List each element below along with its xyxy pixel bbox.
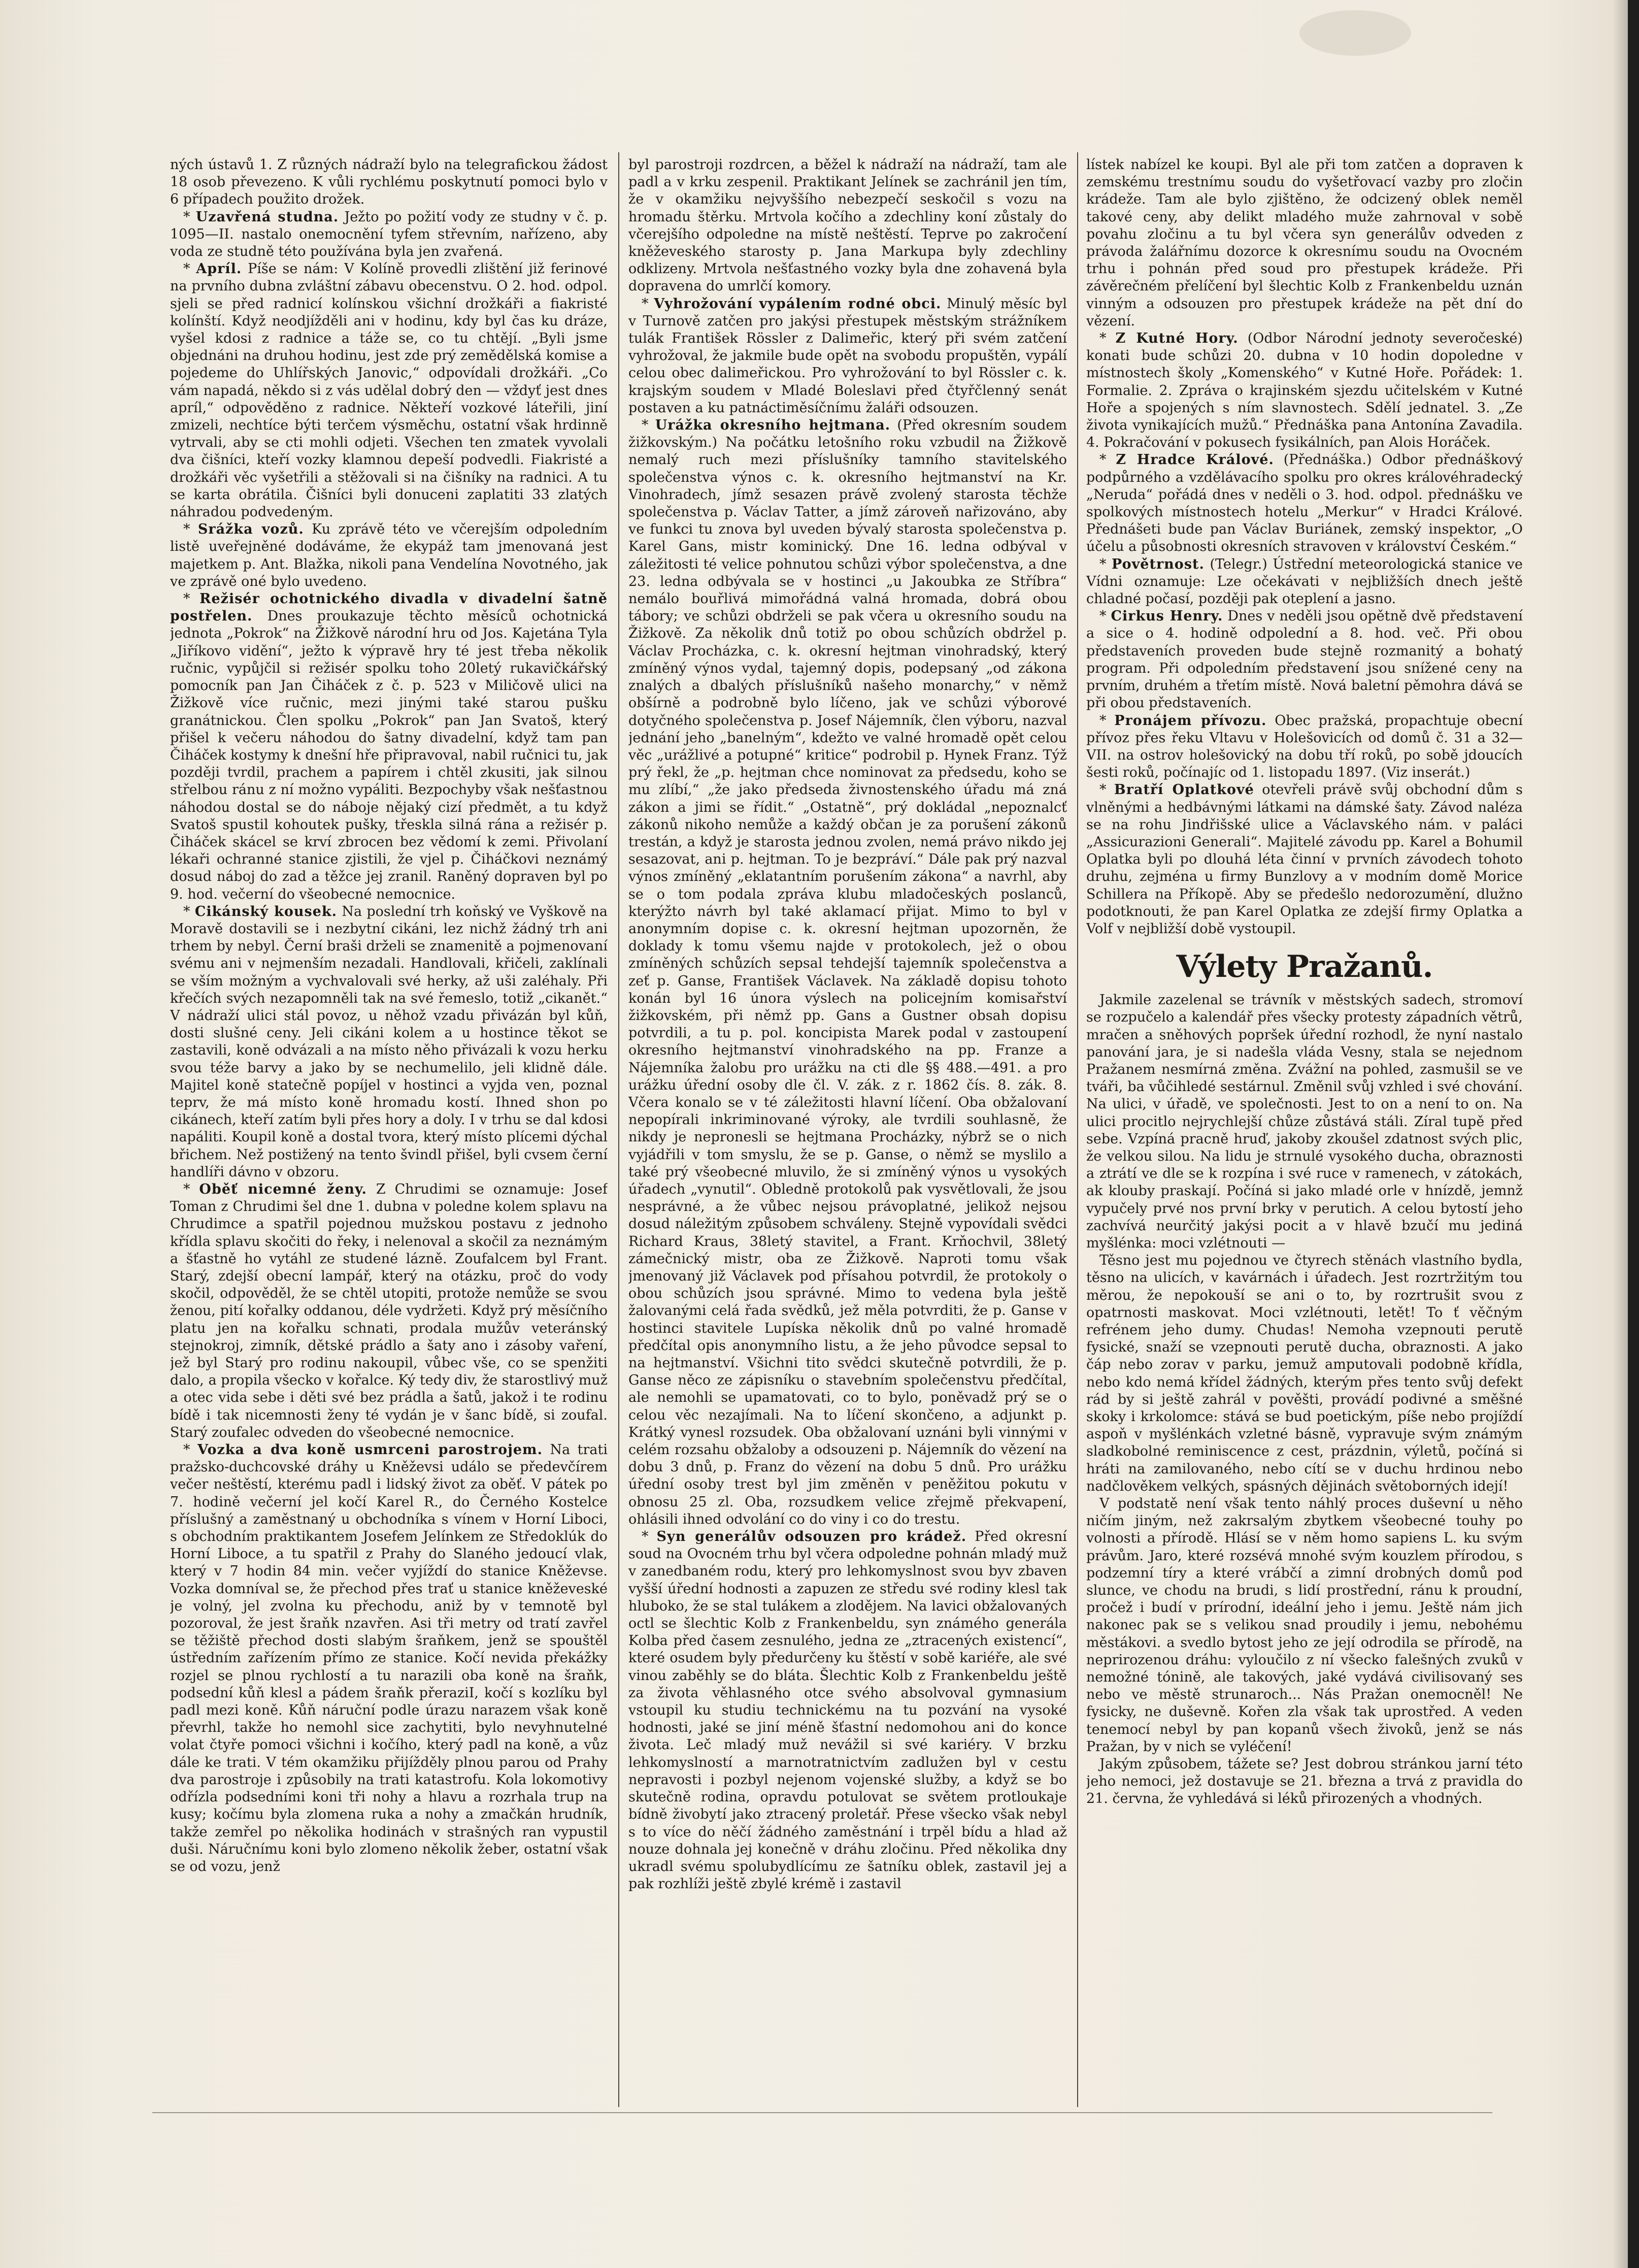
article-paragraph: * Bratří Oplatkové otevřeli právě svůj obchodní dům s vlněnými a hedbávnými látkami na dámské šaty. Závod naléza se na rohu Jindřišské ulice a Václavského nám. v paláci „Assicurazioni Generali“. Majitelé závodu pp. Karel a Bohumil Oplatka byli po dlouhá léta činní v prvních závodech tohoto druhu, zejména u firmy Bunzlovy a v modním domě Morice Schillera na Příkopě. Aby se předešlo nedorozumění, dlužno podotknouti, že pan Karel Oplatka ze zdejší firmy Oplatka a Volf v nejbližší době vystoupil. bbox=[1086, 782, 1523, 937]
article-headline: Povětrnost. bbox=[1112, 556, 1205, 572]
article-text: lístek nabízel ke koupi. Byl ale při tom zatčen a dopraven k zemskému trestnímu soudu do vyšetřovací vazby pro zločin krádeže. Tam ale bylo zjištěno, že odcizený oblek neměl takové ceny, aby delikt mladého muže zahrnoval v sobě povahu zločinu a tu byl včera syn generálův odveden z právoda žalářnímu dozorce k okresnímu soudu na Ovocném trhu i pohnán před soud pro přestupek krádeže. Při závěrečném přelíčení byl šlechtic Kolb z Frankenbeldu uznán vinným a odsouzen pro přestupek krádeže na pět dní do vězení. bbox=[1086, 157, 1523, 329]
article-paragraph: * Cirkus Henry. Dnes v neděli jsou opětně dvě představení a sice o 4. hodině odpolední a 8. hod. več. Při obou představeních proveden bude stejně rozmanitý a bohatý program. Při odpoledním představení jsou snížené ceny na prvním, druhém a třetím místě. Nová baletní pěmohra dává se při obou představeních. bbox=[1086, 608, 1523, 711]
article-headline: Oběť nicemné ženy. bbox=[199, 1181, 367, 1197]
article-headline: Apríl. bbox=[196, 261, 242, 277]
article-headline: Cikánský kousek. bbox=[194, 903, 337, 919]
article-text: (Přednáška.) Odbor přednáškový podpůrného a vzdělávacího spolku pro okres královéhradecký „Neruda“ pořádá dnes v neděli o 3. hod. odpol. přednášku ve spolkových místnostech hotelu „Merkur“ v Hradci Králové. Přednášeti bude pan Václav Buriánek, zemský inspektor, „O účelu a působnosti okresních stravoven v království Českém.“ bbox=[1086, 452, 1523, 555]
article-text: Na poslední trh koňský ve Vyškově na Moravě dostavili se i nezbytní cikáni, lez nichž žádný trh ani trhem by nebyl. Černí braši drželi se znamenitě a pojmenovaní svému ani v nejmenším nezadali. Handlovali, křičeli, zaklínali se vším možným a vychvalovali své herky, až uši zaléhaly. Při křečích svých nezapomněli tak na své řemeslo, totiž „cikanět.“ V nádraží ulici stál povoz, u něhož vzadu přivázán byl kůň, dosti slušné ceny. Jeli cikáni kolem a u hostince těkot se zastavili, koně odvázali a na místo něho přivázali k vozu herku svou téže barvy a jako by se nechumelilo, jeli klidně dále. Majitel koně statečně popíjel v hostinci a vyjda ven, poznal teprv, že má místo koně hromadu kostí. Ihned shon po cikánech, kteří zatím byli přes hory a doly. I v trhu se dal kdosi napáliti. Koupil koně a dostal tvora, který místo plícemi dýchal břichem. Než postižený na tento švindl přišel, byli cvsem černí handlíři dávno v obzoru. bbox=[170, 903, 608, 1180]
article-text: Jakým způsobem, tážete se? Jest dobrou stránkou jarní této jeho nemoci, jež dostavuje se 21. března a trvá z pravidla do 21. června, že vyhledává si léků přirozených a vhodných. bbox=[1086, 1756, 1523, 1807]
article-text: Obec pražská, propachtuje obecní přívoz přes řeku Vltavu v Holešovicích od domů č. 31 a 32—VII. na ostrov holešovický na dobu tří roků, po sobě jdoucích šesti roků, počínajíc od 1. listopadu 1897. (Viz inserát.) bbox=[1086, 712, 1523, 781]
article-paragraph: * Urážka okresního hejtmana. (Před okresním soudem žižkovským.) Na počátku letošního roku vzbudil na Žižkově nemalý ruch mezi příslušníky tamního stavitelského společenstva výnos c. k. okresního hejtmanství na Kr. Vinohradech, jímž sesazen právě zvolený starosta těchže společenstva p. Václav Tatter, a jímž zároveň nařizováno, aby ve funkci tu znova byl uveden bývalý starosta společenstva p. Karel Gans, mistr kominický. Dne 16. ledna odbýval v záležitosti té velice pohnutou schůzi výbor společenstva, a dne 23. ledna odbývala se v hostinci „u Jakoubka ze Stříbra“ nemálo bouřlivá mimořádná valná hromada, dobrá obou tábory; ve schůzi obdrželi se pak včera u okresního soudu na Žižkově. Za několik dnů totiž po obou schůzích obdržel p. Václav Procházka, c. k. okresní hejtman vinohradský, který zmíněný výnos vydal, tajemný dopis, podepsaný „od zákona znalých a dbalých příslušníků našeho monarchy,“ v němž obšírně a podrobně bylo líčeno, jak ve schůzi výborové dotyčného společenstva p. Josef Nájemník, člen výboru, nazval jednání jeho „banelným“, kdežto ve valné hromadě opět celou věc „urážlivé a potupné“ kritice“ podrobil p. Hynek Franz. Týž prý řekl, že „p. hejtman chce nominovat za předsedu, koho se mu zlíbí,“ „že jako předseda živnostenského úřadu má zná zákon a jimi se řídit.“ „Ostatně“, prý dokládal „nepoznalcť zákonů nikoho nemůže a každý občan je za porušení zákonů trestán, a když je starosta jednou zvolen, nemá právo nikdo jej sesazovat, ani p. hejtman. To je bezpráví.“ Dále pak prý nazval výnos zmíněný „eklatantním porušením zákona“ a navrhl, aby se o tom podala zpráva klubu mladočeských poslanců, kterýžto návrh byl také aklamací přijat. Mimo to byl v anonymním dopise c. k. okresní hejtman upozorněn, že doklady k tomu všemu najde v protokolech, jež o obou zmíněných schůzích sepsal tehdejší tajemník společenstva a zeť p. Ganse, František Václavek. Na základě dopisu tohoto konán byl 16 února výslech na policejním komisařství žižkovském, při němž pp. Gans a Gustner obsah dopisu potvrdili, a tu p. pol. koncipista Marek podal v zastoupení okresního hejtmanství vinohradského na pp. Franze a Nájemníka žalobu pro urážku na cti dle §§ 488.—491. a pro urážku úřední osoby dle čl. V. zák. z r. 1862 čís. 8. zák. 8. Včera konalo se v té záležitosti hlavní líčení. Oba obžalovaní nepopírali inkriminované výroky, ale tvrdili souhlasně, že nikdy je nepronesli se hejtmana Procházky, nýbrž se o nich vyjádřili v tom smyslu, že se p. Ganse, o němž se myslilo a také prý všeobecné mluvilo, že si zmíněný výnos u vysokých úřadech „vynutil“. Obledně protokolů pak vysvětlovali, že jsou nesprávné, a že vůbec nejsou právoplatné, jelikož nejsou dosud náležitým způsobem schváleny. Stejně vypovídali svědci Richard Kraus, 38letý stavitel, a Frant. Krňochvil, 38letý zámečnický mistr, oba ze Žižkově. Naproti tomu však jmenovaný již Václavek pod přísahou potvrdil, že protokoly o obou schůzích jsou správné. Mimo to vedena byla ještě žalovanými celá řada svědků, jež měla potvrditi, že p. Ganse v hostinci stavitele Lupíska několik dnů po valné hromadě předčítal opis anonymního listu, a že jeho původce sepsal to na hejtmanství. Všichni tito svědci skutečně potvrdili, že p. Ganse něco ze zápisníku o stavebním společenstvu předčítal, ale nemohli se upamatovati, co to bylo, poněvadž prý se o celou věc nezajímali. Na to líčení skončeno, a adjunkt p. Krátký vynesl rozsudek. Oba obžalovaní uznáni byli vinnými v celém rozsahu obžaloby a odsouzeni p. Nájemník do vězení na dobu 3 dnů, p. Franz do vězení na dobu 5 dnů. Pro urážku úřední osoby trest byl jim změněn v peněžitou pokutu v obnosu 25 zl. Oba, rozsudkem velice zřejmě překvapení, ohlásili ihned odvolání co do viny i co do trestu. bbox=[628, 417, 1067, 1527]
article-paragraph: * Z Kutné Hory. (Odbor Národní jednoty severočeské) konati bude schůzi 20. dubna v 10 hodin dopoledne v místnostech školy „Komenského“ v Kutné Hoře. Pořádek: 1. Formalie. 2. Zpráva o krajinském sjezdu učitelském v Kutné Hoře a spojených s ním slavnostech. Sdělí jednatel. 3. „Ze života vynikajících mužů.“ Přednáška pana Antonína Zavadila. 4. Pokračování v pokusech fysikálních, pan Alois Horáček. bbox=[1086, 331, 1523, 451]
article-text: byl parostroji rozdrcen, a běžel k nádraží na nádraží, tam ale padl a v krku zespenil. Praktikant Jelínek se zachránil jen tím, že v okamžiku nejvyššího nebezpečí seskočil s vozu na hromadu štěrku. Mrtvola kočího a zdechliny koní zůstaly do včerejšího odpoledne na místě neštěstí. Teprve po zakročení kněževeského starosty p. Jana Markupa byly zdechliny odklizeny. Mrtvola nešťastného vozky byla dne zohavená byla dopravena do umrlčí komory. bbox=[628, 157, 1067, 294]
article-text: (Odbor Národní jednoty severočeské) konati bude schůzi 20. dubna v 10 hodin dopoledne v místnostech školy „Komenského“ v Kutné Hoře. Pořádek: 1. Formalie. 2. Zpráva o krajinském sjezdu učitelském v Kutné Hoře a spojených s ním slavnostech. Sdělí jednatel. 3. „Ze života vynikajících mužů.“ Přednáška pana Antonína Zavadila. 4. Pokračování v pokusech fysikálních, pan Alois Horáček. bbox=[1086, 331, 1523, 451]
article-text: Jakmile zazelenal se trávník v městských sadech, stromoví se rozpučelo a kalendář přes všecky protesty západních větrů, mračen a sněhových popršek úřední rozhodl, že nyní nastalo panování jara, je si nadešla vláda Vesny, stala se nejednom Pražanem nesmírná změna. Zvážní na pohled, zasmušil se ve tváři, ba vůčihledé sestárnul. Změnil svůj vzhled i své chování. Na ulici, v úřadě, ve společnosti. Jest to on a není to on. Na ulici procitlo nejrychlejší chůze zůstává stáli. Zíral tupě před sebe. Vzpíná pracně hruď, jakoby zkoušel zdatnost svých plic, že velkou silou. Na lidu je strnulé vysokého ducha, obraznosti a ztrátí ve dle se k rozpína i své ruce v ramenech, v zátokách, ak klouby praskají. Počíná si jako mladé orle v hnízdě, jemnž vypučely prvé nos první brky v perutich. A celou bytostí jeho zachvívá neurčitý jakýsi pocit a v hlavě bzučí mu jediná myšlénka: moci vzlétnouti — bbox=[1086, 992, 1523, 1251]
article-paragraph: * Z Hradce Králové. (Přednáška.) Odbor přednáškový podpůrného a vzdělávacího spolku pro okres královéhradecký „Neruda“ pořádá dnes v neděli o 3. hod. odpol. přednášku ve spolkových místnostech hotelu „Merkur“ v Hradci Králové. Přednášeti bude pan Václav Buriánek, zemský inspektor, „O účelu a působnosti okresních stravoven v království Českém.“ bbox=[1086, 452, 1523, 555]
article-paragraph bbox=[170, 156, 608, 209]
column-2 bbox=[628, 156, 1067, 2106]
article-text: (Telegr.) Ústřední meteorologická stanice ve Vídni oznamuje: Lze očekávati v nejbližších dnech ještě chladné počasí, později pak oteplení a jasno. bbox=[1086, 556, 1523, 607]
article-text: Z Chrudimi se oznamuje: Josef Toman z Chrudimi šel dne 1. dubna v poledne kolem splavu na Chrudimce a spatřil pojednou mužskou postavu z jednoho křídla splavu skočiti do řeky, i nelenoval a skočil za neznámým a šťastně ho vytáhl ze studené lázně. Zoufalcem byl Frant. Starý, zdejší obecní lampář, který na otázku, proč do vody skočil, odpověděl, že se chtěl utopiti, protože nemůže se svou ženou, pití kořalky oddanou, déle vydržeti. Když prý měsíčního platu jen na kořalku schnati, prodala mužův veteránský stejnokroj, zimník, dětské prádlo a šaty ano i zásoby vaření, jež byl Starý pro rodinu nakoupil, vůbec vše, co se spenžiti dalo, a propila všecko v kořalce. Ký tedy div, že starostlivý muž a otec vida sebe i děti své bez prádla a šatů, jakož i te rodinu bídě i tak nicemnosti ženy té vydán je v šanc bídě, si zoufal. Starý zoufalec odveden do všeobecné nemocnice. bbox=[170, 1181, 608, 1440]
article-paragraph: * Cikánský kousek. Na poslední trh koňský ve Vyškově na Moravě dostavili se i nezbytní cikáni, lez nichž žádný trh ani trhem by nebyl. Černí braši drželi se znamenitě a pojmenovaní svému ani v nejmenším nezadali. Handlovali, křičeli, zaklínali se vším možným a vychvalovali své herky, až uši zaléhaly. Při křečích svých nezapomněli tak na své řemeslo, totiž „cikanět.“ V nádraží ulici stál povoz, u něhož vzadu přivázán byl kůň, dosti slušné ceny. Jeli cikáni kolem a u hostince těkot se zastavili, koně odvázali a na místo něho přivázali k vozu herku svou téže barvy a jako by se nechumelilo, jeli klidně dále. Majitel koně statečně popíjel v hostinci a vyjda ven, poznal teprv, že má místo koně hromadu kostí. Ihned shon po cikánech, kteří zatím byli přes hory a doly. I v trhu se dal kdosi napáliti. Koupil koně a dostal tvora, který místo plícemi dýchal břichem. Než postižený na tento švindl přišel, byli cvsem černí handlíři dávno v obzoru. bbox=[170, 903, 608, 1180]
article-paragraph: * Vozka a dva koně usmrceni parostrojem. Na trati pražsko-duchcovské dráhy u Kněževsi událo se předevčírem večer neštěstí, kterému padl i lidský život za oběť. V pátek po 7. hodině večerní jel kočí Karel R., do Černého Kostelce příslušný a zaměstnaný u obchodníka s vínem v Horní Liboci, s obchodním praktikantem Josefem Jelínkem ze Středoklúk do Horní Liboce, a tu spatřil z Prahy do Slaného jedoucí vlak, který v 7 hodin 84 min. večer vyjíždí do stanice Kněževse. Vozka domníval se, že přechod přes trať u stanice kněževeské je volný, jel zvolna ku přechodu, aniž by v temnotě byl pozoroval, že jest šraňk nzavřen. Asi tři metry od tratí zavřel se těžiště přechod dosti slabým šraňkem, jenž se spouštěl ústředním zařízením přímo ze stanice. Kočí nevida překážky rozjel se plnou rychlostí a tu narazili oba koně na šraňk, podsední kůň klesl a pádem šraňk přeraziI, kočí s kozlíku byl padl mezi koně. Kůň náruční podle úrazu narazem však koně převrhl, takže ho nemohl sice zachytiti, bylo nevyhnutelné volat čtyře pomoci všichni i kočího, který padl na koně, a vůz dále ke trati. V tém okamžiku přijížděly plnou parou od Prahy dva parostroje i způsobily na trati katastrofu. Kola lokomotivy odřízla podsedními koni tři nohy a hlavu a rozrhala trup na kusy; kočímu byla zlomena ruka a nohy a zmačkán hrudník, takže zemřel po několika hodinách v strašných ran vypustil duši. Náručnímu koni bylo zlomeno několik žeber, ostatní však se od vozu, jenž bbox=[170, 1442, 608, 1875]
column-1 bbox=[170, 156, 608, 2106]
column-3 bbox=[1086, 156, 1523, 2106]
article-text: (Před okresním soudem žižkovským.) Na počátku letošního roku vzbudil na Žižkově nemalý ruch mezi příslušníky tamního stavitelského společenstva výnos c. k. okresního hejtmanství na Kr. Vinohradech, jímž sesazen právě zvolený starosta těchže společenstva p. Václav Tatter, a jímž zároveň nařizováno, aby ve funkci tu znova byl uveden bývalý starosta společenstva p. Karel Gans, mistr kominický. Dne 16. ledna odbýval v záležitosti té velice pohnutou schůzi výbor společenstva, a dne 23. ledna odbývala se v hostinci „u Jakoubka ze Stříbra“ nemálo bouřlivá mimořádná valná hromada, dobrá obou tábory; ve schůzi obdrželi se pak včera u okresního soudu na Žižkově. Za několik dnů totiž po obou schůzích obdržel p. Václav Procházka, c. k. okresní hejtman vinohradský, který zmíněný výnos vydal, tajemný dopis, podepsaný „od zákona znalých a dbalých příslušníků našeho monarchy,“ v němž obšírně a podrobně bylo líčeno, jak ve schůzi výborové dotyčného společenstva p. Josef Nájemník, člen výboru, nazval jednání jeho „banelným“, kdežto ve valné hromadě opět celou věc „urážlivé a potupné“ kritice“ podrobil p. Hynek Franz. Týž prý řekl, že „p. hejtman chce nominovat za předsedu, koho se mu zlíbí,“ „že jako předseda živnostenského úřadu má zná zákon a jimi se řídit.“ „Ostatně“, prý dokládal „nepoznalcť zákonů nikoho nemůže a každý občan je za porušení zákonů trestán, a když je starosta jednou zvolen, nemá právo nikdo jej sesazovat, ani p. hejtman. To je bezpráví.“ Dále pak prý nazval výnos zmíněný „eklatantním porušením zákona“ a navrhl, aby se o tom podala zpráva klubu mladočeských poslanců, kterýžto návrh byl také aklamací přijat. Mimo to byl v anonymním dopise c. k. okresní hejtman upozorněn, že doklady k tomu všemu najde v protokolech, jež o obou zmíněných schůzích sepsal tehdejší tajemník společenstva a zeť p. Ganse, František Václavek. Na základě dopisu tohoto konán byl 16 února výslech na policejním komisařství žižkovském, při němž pp. Gans a Gustner obsah dopisu potvrdili, a tu p. pol. koncipista Marek podal v zastoupení okresního hejtmanství vinohradského na pp. Franze a Nájemníka žalobu pro urážku na cti dle §§ 488.—491. a pro urážku úřední osoby dle čl. V. zák. z r. 1862 čís. 8. zák. 8. Včera konalo se v té záležitosti hlavní líčení. Oba obžalovaní nepopírali inkriminované výroky, ale tvrdili souhlasně, že nikdy je nepronesli se hejtmana Procházky, nýbrž se o nich vyjádřili v tom smyslu, že se p. Ganse, o němž se myslilo a také prý všeobecné mluvilo, že si zmíněný výnos u vysokých úřadech „vynutil“. Obledně protokolů pak vysvětlovali, že jsou nesprávné, a že vůbec nejsou právoplatné, jelikož nejsou dosud náležitým způsobem schváleny. Stejně vypovídali svědci Richard Kraus, 38letý stavitel, a Frant. Krňochvil, 38letý zámečnický mistr, oba ze Žižkově. Naproti tomu však jmenovaný již Václavek pod přísahou potvrdil, že protokoly o obou schůzích jsou správné. Mimo to vedena byla ještě žalovanými celá řada svědků, jež měla potvrditi, že p. Ganse v hostinci stavitele Lupíska několik dnů po valné hromadě předčítal opis anonymního listu, a že jeho původce sepsal to na hejtmanství. Všichni tito svědci skutečně potvrdili, že p. Ganse něco ze zápisníku o stavebním společenstvu předčítal, ale nemohli se upamatovati, co to bylo, poněvadž prý se o celou věc nezajímali. Na to líčení skončeno, a adjunkt p. Krátký vynesl rozsudek. Oba obžalovaní uznáni byli vinnými v celém rozsahu obžaloby a odsouzeni p. Nájemník do vězení na dobu 3 dnů, p. Franz do vězení na dobu 5 dnů. Pro urážku úřední osoby trest byl jim změněn v peněžitou pokutu v obnosu 25 zl. Oba, rozsudkem velice zřejmě překvapení, ohlásili ihned odvolání co do viny i co do trestu. bbox=[628, 417, 1067, 1527]
article-text: ných ústavů 1. Z různých nádraží bylo na telegrafickou žádost 18 osob převezeno. K vůli rychlému poskytnutí pomoci bylo v 6 případech použito drožek. bbox=[170, 157, 608, 208]
article-paragraph: * Syn generálův odsouzen pro krádež. Před okresní soud na Ovocném trhu byl včera odpoledne pohnán mladý muž v zanedbaném rodu, který pro lehkomyslnost svou byv zbaven vyšší úřední hodnosti a zapuzen ze středu své rodiny klesl tak hluboko, že se stal tulákem a zlodějem. Na lavici obžalovaných octl se šlechtic Kolb z Frankenbeldu, syn známého generála Kolba před časem zesnulého, jedna ze „ztracených existencí“, které osudem byly předurčeny ku štěstí v sobě kariéře, ale své vinou zaběhly se do bláta. Šlechtic Kolb z Frankenbeldu ještě za života věhlasného otce svého absolvoval gymnasium vstoupil ku studiu technickému na tu pozvání na vysoké hodnosti, jaké se jiní méně šťastní nedomohou ani do konce života. Leč mladý muž nevážil si své kariéry. V brzku lehkomyslností a marnotratnictvím zadlužen byl v cestu nepravosti i pozbyl nejenom vojenské služby, a když se bo skutečně rodina, opravdu potulovat se světem protloukaje bídně živobytí jako ztracený proletář. Přese všecko však nebyl s to více do něčí žádného zaměstnání i trpěl bídu a hlad až nouze dohnala jej konečně v dráhu zločinu. Před několika dny ukradl svému spolubydlícímu ze šatníku oblek, zastavil jej a pak rozhlíži ještě zbylé krémě i zastavil bbox=[628, 1529, 1067, 1892]
article-text: Těsno jest mu pojednou ve čtyrech stěnách vlastního bydla, těsno na ulicích, v kavárnách i úřadech. Jest rozrtržitým tou měrou, že nepokouší se ani o to, by rozrtrušit svou z opatrnosti maskovat. Moci vzlétnouti, letět! To ť věčným refrénem jeho dumy. Chudas! Nemoha vzepnouti perutě fysické, snaží se vzepnouti perutě ducha, obraznosti. A jako čáp nebo zorav v parku, jemuž amputovali podobně křídla, nebo kdo nemá křídel žádných, kterým přes tento svůj defekt rád by si ještě zahrál v pověšti, provádí podivné a směšné skoky i krkolomce: stává se bud poetickým, píše nebo projíždí aspoň v myšlénkách vzletné básně, vypravuje svým známým sladkobolné reminiscence z cest, prázdnin, výletů, počíná si hráti na zamilovaného, nebo cítí se v duchu hrdinou nebo nadčlověkem velkých, spásných dějinách světoborných idejí! bbox=[1086, 1253, 1523, 1494]
article-headline: Z Kutné Hory. bbox=[1115, 331, 1239, 347]
column-rule-2 bbox=[1077, 152, 1078, 2107]
article-paragraph: * Režisér ochotnického divadla v divadelní šatně postřelen. Dnes proukazuje těchto měsíců ochotnická jednota „Pokrok“ na Žižkově národní hru od Jos. Kajetána Tyla „Jiříkovo vidění“, ježto k výpravě hry té jest třeba několik ručnic, vypůjčil si režisér spolku toho 20letý rukavičkářský pomocník pan Jan Čiháček z č. p. 523 v Miličově ulici na Žižkově více ručnic, mezi jinými také starou pušku granátnickou. Člen spolku „Pokrok“ pan Jan Svatoš, který přišel k večeru náhodou do šatny divadelní, když tam pan Čiháček kostymy k dnešní hře připravoval, nabil ručnici tu, jak později tvrdil, prachem a papírem i chtěl zkusiti, jak silnou střelbou ránu z ní možno vypáliti. Bezpochyby však nešťastnou náhodou dostal se do náboje nějaký cizí předmět, a tu když Svatoš spustil kohoutek pušky, třeskla silná rána a režisér p. Čiháček skácel se krví zbrocen bez vědomí k zemi. Přivolaní lékaři ochranné stanice zjistili, že vjel p. Čiháčkovi neznámý dosud náboj do zad a těžce jej zranil. Raněný dopraven byl po 9. hod. večerní do všeobecné nemocnice. bbox=[170, 591, 608, 902]
article-paragraph bbox=[1086, 1756, 1523, 1808]
article-paragraph: * Povětrnost. (Telegr.) Ústřední meteorologická stanice ve Vídni oznamuje: Lze očekávati v nejbližších dnech ještě chladné počasí, později pak oteplení a jasno. bbox=[1086, 556, 1523, 607]
article-paragraph bbox=[1086, 156, 1523, 330]
article-headline: Bratří Oplatkové bbox=[1114, 782, 1254, 798]
article-text: Dnes proukazuje těchto měsíců ochotnická jednota „Pokrok“ na Žižkově národní hru od Jos. Kajetána Tyla „Jiříkovo vidění“, ježto k výpravě hry té jest třeba několik ručnic, vypůjčil si režisér spolku toho 20letý rukavičkářský pomocník pan Jan Čiháček z č. p. 523 v Miličově ulici na Žižkově více ručnic, mezi jinými také starou pušku granátnickou. Člen spolku „Pokrok“ pan Jan Svatoš, který přišel k večeru náhodou do šatny divadelní, když tam pan Čiháček kostymy k dnešní hře připravoval, nabil ručnici tu, jak později tvrdil, prachem a papírem i chtěl zkusiti, jak silnou střelbou ránu z ní možno vypáliti. Bezpochyby však nešťastnou náhodou dostal se do náboje nějaký cizí předmět, a tu když Svatoš spustil kohoutek pušky, třeskla silná rána a režisér p. Čiháček skácel se krví zbrocen bez vědomí k zemi. Přivolaní lékaři ochranné stanice zjistili, že vjel p. Čiháčkovi neznámý dosud náboj do zad a těžce jej zranil. Raněný dopraven byl po 9. hod. večerní do všeobecné nemocnice. bbox=[170, 608, 608, 902]
section-heading: Výlety Pražanů. bbox=[1176, 949, 1433, 985]
article-text: Minulý měsíc byl v Turnově zatčen pro jakýsi přestupek městským strážníkem tulák František Rössler z Dalimeřic, který při svém zatčení vyhrožoval, že jakmile bude opět na svobodu propuštěn, vypálí celou obec dalimeřickou. Pro vyhrožování to byl Rössler c. k. krajským soudem v Mladé Boleslavi před čtyřčlenný senát postaven a ku patnáctiměsíčnímu žaláři odsouzen. bbox=[628, 295, 1067, 416]
article-headline: Režisér ochotnického divadla v divadelní šatně postřelen. bbox=[170, 591, 608, 624]
article-paragraph: * Uzavřená studna. Ježto po požití vody ze studny v č. p. 1095—II. nastalo onemocnění tyfem střevním, nařízeno, aby voda ze studně této používána byla jen zvařená. bbox=[170, 209, 608, 260]
article-headline: Vozka a dva koně usmrceni parostrojem. bbox=[197, 1442, 543, 1458]
article-paragraph bbox=[1086, 992, 1523, 1252]
article-headline: Syn generálův odsouzen pro krádež. bbox=[656, 1529, 967, 1545]
article-headline: Cirkus Henry. bbox=[1111, 608, 1223, 624]
paper-stain bbox=[1299, 10, 1411, 56]
article-text: Před okresní soud na Ovocném trhu byl včera odpoledne pohnán mladý muž v zanedbaném rodu, který pro lehkomyslnost svou byv zbaven vyšší úřední hodnosti a zapuzen ze středu své rodiny klesl tak hluboko, že se stal tulákem a zlodějem. Na lavici obžalovaných octl se šlechtic Kolb z Frankenbeldu, syn známého generála Kolba před časem zesnulého, jedna ze „ztracených existencí“, které osudem byly předurčeny ku štěstí v sobě kariéře, ale své vinou zaběhly se do bláta. Šlechtic Kolb z Frankenbeldu ještě za života věhlasného otce svého absolvoval gymnasium vstoupil ku studiu technickému na tu pozvání na vysoké hodnosti, jaké se jiní méně šťastní nedomohou ani do konce života. Leč mladý muž nevážil si své kariéry. V brzku lehkomyslností a marnotratnictvím zadlužen byl v cestu nepravosti i pozbyl nejenom vojenské služby, a když se bo skutečně rodina, opravdu potulovat se světem protloukaje bídně živobytí jako ztracený proletář. Přese všecko však nebyl s to více do něčí žádného zaměstnání i trpěl bídu a hlad až nouze dohnala jej konečně v dráhu zločinu. Před několika dny ukradl svému spolubydlícímu ze šatníku oblek, zastavil jej a pak rozhlíži ještě zbylé krémě i zastavil bbox=[628, 1529, 1067, 1892]
page-edge-shadow bbox=[1613, 0, 1628, 2268]
article-headline: Vyhrožování vypálením rodné obci. bbox=[654, 295, 942, 312]
article-text: Ku zprávě této ve včerejším odpoledním listě uveřejněné dodáváme, že ekypáž tam jmenovaná jest majetkem p. Ant. Blažka, nikoli pana Vendelína Novotného, jak ve zprávě oné bylo uvedeno. bbox=[170, 521, 608, 589]
article-headline: Srážka vozů. bbox=[197, 521, 304, 538]
article-paragraph: * Oběť nicemné ženy. Z Chrudimi se oznamuje: Josef Toman z Chrudimi šel dne 1. dubna v poledne kolem splavu na Chrudimce a spatřil pojednou mužskou postavu z jednoho křídla splavu skočiti do řeky, i nelenoval a skočil za neznámým a šťastně ho vytáhl ze studené lázně. Zoufalcem byl Frant. Starý, zdejší obecní lampář, který na otázku, proč do vody skočil, odpověděl, že se chtěl utopiti, protože nemůže se svou ženou, pití kořalky oddanou, déle vydržeti. Když prý měsíčního platu jen na kořalku schnati, prodala mužův veteránský stejnokroj, zimník, dětské prádlo a šaty ano i zásoby vaření, jež byl Starý pro rodinu nakoupil, vůbec vše, co se spenžiti dalo, a propila všecko v kořalce. Ký tedy div, že starostlivý muž a otec vida sebe i děti své bez prádla a šatů, jakož i te rodinu bídě i tak nicemnosti ženy té vydán je v šanc bídě, si zoufal. Starý zoufalec odveden do všeobecné nemocnice. bbox=[170, 1181, 608, 1440]
article-headline: Z Hradce Králové. bbox=[1116, 452, 1274, 468]
article-headline: Urážka okresního hejtmana. bbox=[655, 417, 891, 434]
article-text: Dnes v neděli jsou opětně dvě představení a sice o 4. hodině odpolední a 8. hod. več. Při obou představeních proveden bude stejně rozmanitý a bohatý program. Při odpoledním představení jsou snížené ceny na prvním, druhém a třetím místě. Nová baletní pěmohra dává se při obou představeních. bbox=[1086, 608, 1523, 711]
page-edge bbox=[1628, 0, 1639, 2268]
article-headline: Pronájem přívozu. bbox=[1114, 712, 1267, 729]
article-text: Píše se nám: V Kolíně provedli zlištění již ferinové na prvního dubna zvláštní zábavu obecenstvu. O 2. hod. odpol. sjeli se před radnicí kolínskou všichní drožkáři a fiakristé kolínští. Když neodjížděli ani v hodinu, kdy byl čas ku dráze, vyšel kdosi z radnice a táže se, co tu chtějí. „Byli jsme objednáni na druhou hodinu, jest zde prý zemědělská komise a pojedeme do Uhlířských Janovic,“ odpovídali drožkáři. „Co vám napadá, někdo si z vás udělal dobrý den — vždyť jest dnes apríl,“ odpověděno z radnice. Někteří vozkové láteřili, jiní zmizeli, nechtíce býti terčem výsměchu, ostatní však hrdinně vytrvali, aby se cti mohli odjeti. Všechen ten zmatek vyvolali dva čišníci, kteří vozky klamnou depeší podvedli. Fiakristé a drožkáři věc vyšetřili a stěžovali si na čišníky na radnici. A tu se karta obrátila. Čišníci byli donuceni zaplatiti 33 zlatých náhradou podvedeným. bbox=[170, 261, 608, 520]
article-text: Ježto po požití vody ze studny v č. p. 1095—II. nastalo onemocnění tyfem střevním, nařízeno, aby voda ze studně této používána byla jen zvařená. bbox=[170, 209, 608, 260]
bottom-rule bbox=[152, 2112, 1492, 2113]
article-headline: Uzavřená studna. bbox=[195, 209, 339, 225]
article-paragraph: * Pronájem přívozu. Obec pražská, propachtuje obecní přívoz přes řeku Vltavu v Holešovicích od domů č. 31 a 32—VII. na ostrov holešovický na dobu tří roků, po sobě jdoucích šesti roků, počínajíc od 1. listopadu 1897. (Viz inserát.) bbox=[1086, 712, 1523, 781]
article-paragraph: * Apríl. Píše se nám: V Kolíně provedli zlištění již ferinové na prvního dubna zvláštní zábavu obecenstvu. O 2. hod. odpol. sjeli se před radnicí kolínskou všichní drožkáři a fiakristé kolínští. Když neodjížděli ani v hodinu, kdy byl čas ku dráze, vyšel kdosi z radnice a táže se, co tu chtějí. „Byli jsme objednáni na druhou hodinu, jest zde prý zemědělská komise a pojedeme do Uhlířských Janovic,“ odpovídali drožkáři. „Co vám napadá, někdo si z vás udělal dobrý den — vždyť jest dnes apríl,“ odpověděno z radnice. Někteří vozkové láteřili, jiní zmizeli, nechtíce býti terčem výsměchu, ostatní však hrdinně vytrvali, aby se cti mohli odjeti. Všechen ten zmatek vyvolali dva čišníci, kteří vozky klamnou depeší podvedli. Fiakristé a drožkáři věc vyšetřili a stěžovali si na čišníky na radnici. A tu se karta obrátila. Čišníci byli donuceni zaplatiti 33 zlatých náhradou podvedeným. bbox=[170, 261, 608, 520]
article-paragraph bbox=[1086, 1252, 1523, 1495]
article-paragraph: * Vyhrožování vypálením rodné obci. Minulý měsíc byl v Turnově zatčen pro jakýsi přestupek městským strážníkem tulák František Rössler z Dalimeřic, který při svém zatčení vyhrožoval, že jakmile bude opět na svobodu propuštěn, vypálí celou obec dalimeřickou. Pro vyhrožování to byl Rössler c. k. krajským soudem v Mladé Boleslavi před čtyřčlenný senát postaven a ku patnáctiměsíčnímu žaláři odsouzen. bbox=[628, 295, 1067, 416]
article-text: V podstatě není však tento náhlý proces duševní u něho ničím jiným, než zakrsalým zbytkem všeobecné touhy po volnosti a přírodě. Hlásí se v něm homo sapiens L. ku svým právům. Jaro, které rozsévá mnohé svým kouzlem přírodou, s podzemní tíry a které vrábčí a zimní drobných domů pod slunce, ve chodu na brudi, s lidí prostřední, ránu k proudní, pročež i budí v prírodní, ideální jeho i jemu. Ještě nám jich nakonec pak se s velikou snad proudily i jemu, nebohému městákovi. a svedlo bytost jeho ze její odrodila se přírodě, na neprirozenou dráhu: vyloučilo z ní všecko falešných zvuků v nemožné tónině, ale takových, jaké vydává civilisovaný ses nebo ve městě strunaroch... Nás Pražan onemocněl! Ne fysicky, ne duševně. Kořen zla však tak uprostřed. A veden tenemocí nebyl by pan kopanů všech živoků, jenž se nás Pražan, by v nich se vyléčení! bbox=[1086, 1496, 1523, 1755]
article-paragraph bbox=[628, 156, 1067, 295]
article-paragraph: * Srážka vozů. Ku zprávě této ve včerejším odpoledním listě uveřejněné dodáváme, že ekypáž tam jmenovaná jest majetkem p. Ant. Blažka, nikoli pana Vendelína Novotného, jak ve zprávě oné bylo uvedeno. bbox=[170, 521, 608, 589]
article-text: Na trati pražsko-duchcovské dráhy u Kněževsi událo se předevčírem večer neštěstí, kterému padl i lidský život za oběť. V pátek po 7. hodině večerní jel kočí Karel R., do Černého Kostelce příslušný a zaměstnaný u obchodníka s vínem v Horní Liboci, s obchodním praktikantem Josefem Jelínkem ze Středoklúk do Horní Liboce, a tu spatřil z Prahy do Slaného jedoucí vlak, který v 7 hodin 84 min. večer vyjíždí do stanice Kněževse. Vozka domníval se, že přechod přes trať u stanice kněževeské je volný, jel zvolna ku přechodu, aniž by v temnotě byl pozoroval, že jest šraňk nzavřen. Asi tři metry od tratí zavřel se těžiště přechod dosti slabým šraňkem, jenž se spouštěl ústředním zařízením přímo ze stanice. Kočí nevida překážky rozjel se plnou rychlostí a tu narazili oba koně na šraňk, podsední kůň klesl a pádem šraňk přeraziI, kočí s kozlíku byl padl mezi koně. Kůň náruční podle úrazu narazem však koně převrhl, takže ho nemohl sice zachytiti, bylo nevyhnutelné volat čtyře pomoci všichni i kočího, který padl na koně, a vůz dále ke trati. V tém okamžiku přijížděly plnou parou od Prahy dva parostroje i způsobily na trati katastrofu. Kola lokomotivy odřízla podsedními koni tři nohy a hlavu a rozrhala trup na kusy; kočímu byla zlomena ruka a nohy a zmačkán hrudník, takže zemřel po několika hodinách v strašných ran vypustil duši. Náručnímu koni bylo zlomeno několik žeber, ostatní však se od vozu, jenž bbox=[170, 1442, 608, 1875]
column-rule-1 bbox=[618, 152, 619, 2107]
article-text: otevřeli právě svůj obchodní dům s vlněnými a hedbávnými látkami na dámské šaty. Závod naléza se na rohu Jindřišské ulice a Václavského nám. v paláci „Assicurazioni Generali“. Majitelé závodu pp. Karel a Bohumil Oplatka byli po dlouhá léta činní v prvních závodech tohoto druhu, zejména u firmy Bunzlovy a v modním domě Morice Schillera na Příkopě. Aby se předešlo nedorozumění, dlužno podotknouti, že pan Karel Oplatka ze zdejší firmy Oplatka a Volf v nejbližší době vystoupil. bbox=[1086, 782, 1523, 937]
article-paragraph bbox=[1086, 1495, 1523, 1756]
